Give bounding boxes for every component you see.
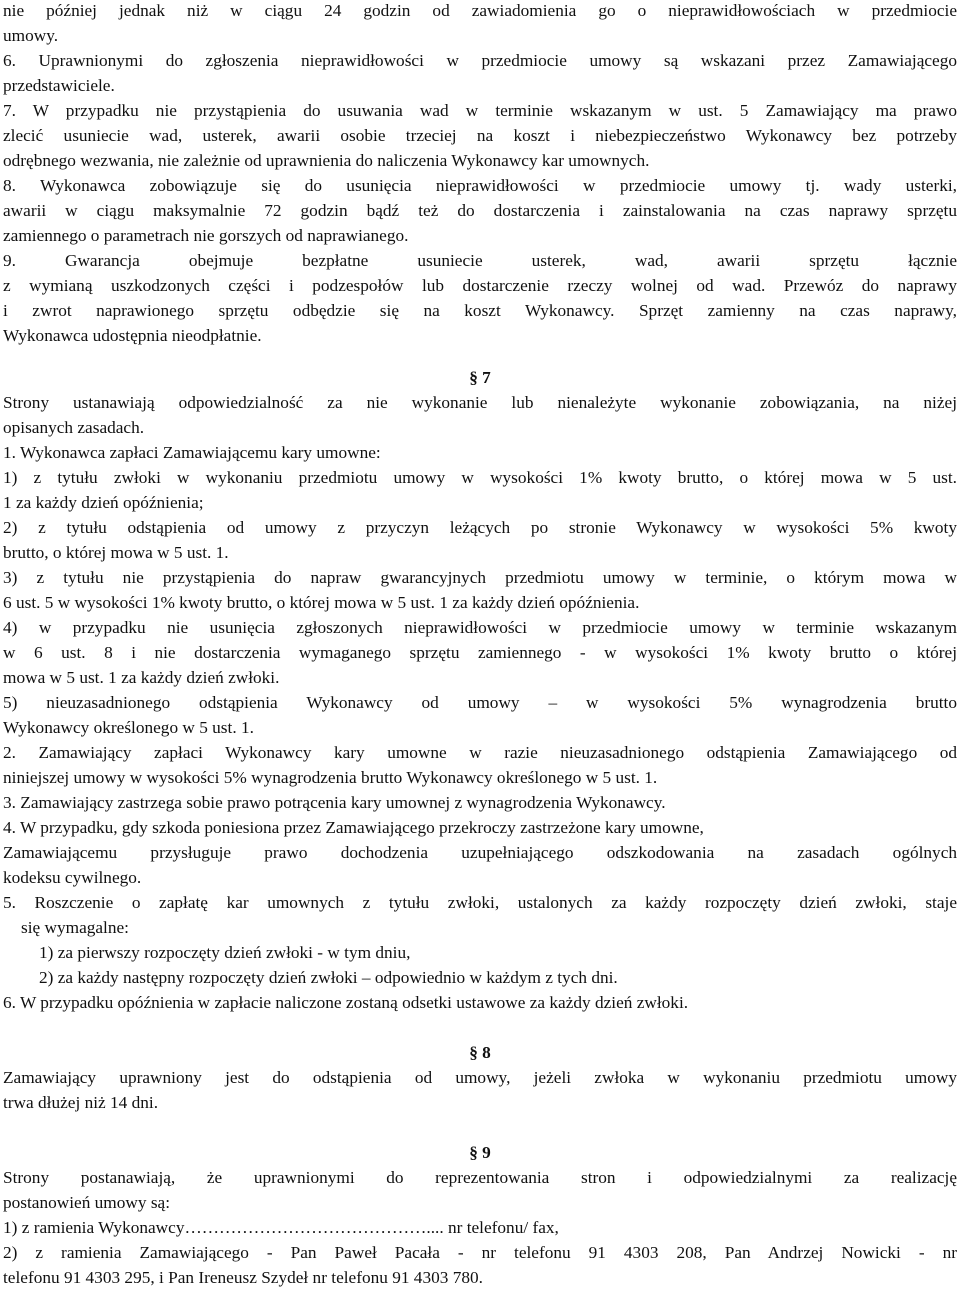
section-7-last-paragraph: 6. W przypadku opóźnienia w zapłacie naliczone zostaną odsetki ustawowe za każdy dzień zwłoki.	[3, 993, 689, 1012]
paragraph-line: 4. W przypadku, gdy szkoda poniesiona przez Zamawiającego przekroczy zastrzeżone kary umowne,	[3, 818, 704, 837]
paragraph-line: 4) w przypadku nie usunięcia zgłoszonych nieprawidłowości w przedmiocie umowy w terminie wskazanym	[3, 618, 957, 637]
paragraph-line: Wykonawcy określonego w 5 ust. 1.	[3, 718, 254, 737]
paragraph-line: odrębnego wezwania, nie zależnie od uprawnienia do naliczenia Wykonawcy kar umownych.	[3, 151, 650, 170]
paragraph-line: trwa dłużej niż 14 dni.	[3, 1093, 159, 1112]
paragraph-line: telefonu 91 4303 295, i Pan Ireneusz Szydeł nr telefonu 91 4303 780.	[3, 1268, 483, 1287]
paragraph-line: mowa w 5 ust. 1 za każdy dzień zwłoki.	[3, 668, 280, 687]
paragraph-line: 2) z ramienia Zamawiającego - Pan Paweł Pacała - nr telefonu 91 4303 208, Pan Andrzej Nowicki - nr	[3, 1243, 957, 1262]
paragraph-line: awarii w ciągu maksymalnie 72 godzin bądź też do dostarczenia i zainstalowania na czas naprawy sprzętu	[3, 201, 957, 220]
paragraph-line: i zwrot naprawionego sprzętu odbędzie się na koszt Wykonawcy. Sprzęt zamienny na czas naprawy,	[3, 301, 957, 320]
paragraph-line: postanowień umowy są:	[3, 1193, 171, 1212]
paragraph-line: Strony ustanawiają odpowiedzialność za nie wykonanie lub nienależyte wykonanie zobowiązania, na niżej	[3, 393, 957, 412]
paragraph-line: umowy.	[3, 26, 59, 45]
paragraph-line: Zamawiającemu przysługuje prawo dochodzenia uzupełniającego odszkodowania na zasadach ogólnych	[3, 843, 957, 862]
paragraph-line: 2) z tytułu odstąpienia od umowy z przyczyn leżących po stronie Wykonawcy w wysokości 5% kwoty	[3, 518, 957, 537]
paragraph-line: brutto, o której mowa w 5 ust. 1.	[3, 543, 229, 562]
section6-continuation	[3, 0, 957, 348]
paragraph-line: 9. Gwarancja obejmuje bezpłatne usuniecie usterek, wad, awarii sprzętu łącznie	[3, 251, 957, 270]
section-9-heading: § 9	[469, 1143, 491, 1162]
paragraph-line: kodeksu cywilnego.	[3, 868, 142, 887]
paragraph-line: 5) nieuzasadnionego odstąpienia Wykonawcy od umowy – w wysokości 5% wynagrodzenia brutto	[3, 693, 957, 712]
section-7-body	[3, 390, 957, 915]
paragraph-line: 7. W przypadku nie przystąpienia do usuwania wad w terminie wskazanym w ust. 5 Zamawiający ma prawo	[3, 101, 957, 120]
paragraph-line: opisanych zasadach.	[3, 418, 145, 437]
paragraph-line: 5. Roszczenie o zapłatę kar umownych z tytułu zwłoki, ustalonych za każdy rozpoczęty dzień zwłoki, staje	[3, 893, 957, 912]
paragraph-line: 2. Zamawiający zapłaci Wykonawcy kary umowne w razie nieuzasadnionego odstąpienia Zamawiającego od	[3, 743, 957, 762]
paragraph-line: Zamawiający uprawniony jest do odstąpienia od umowy, jeżeli zwłoka w wykonaniu przedmiotu umowy	[3, 1068, 957, 1087]
paragraph-line: 1. Wykonawca zapłaci Zamawiającemu kary umowne:	[3, 443, 381, 462]
paragraph-line: 1) z tytułu zwłoki w wykonaniu przedmiotu umowy w wysokości 1% kwoty brutto, o której mowa w 5 ust.	[3, 468, 957, 487]
section-9-body	[3, 1165, 957, 1290]
document-page	[3, 0, 957, 1290]
section-8-heading: § 8	[469, 1043, 491, 1062]
list-item: się wymagalne:	[21, 918, 129, 937]
list-item: 1) za pierwszy rozpoczęty dzień zwłoki - w tym dniu,	[39, 943, 411, 962]
paragraph-line: zlecić usuniecie wad, usterek, awarii osobie trzeciej na koszt i niebezpieczeństwo Wykonawcy bez potrzeby	[3, 126, 957, 145]
list-item: 2) za każdy następny rozpoczęty dzień zwłoki – odpowiednio w każdym z tych dni.	[39, 968, 618, 987]
paragraph-line: 3) z tytułu nie przystąpienia do napraw gwarancyjnych przedmiotu umowy w terminie, o którym mowa w	[3, 568, 957, 587]
paragraph-line: Strony postanawiają, że uprawnionymi do reprezentowania stron i odpowiedzialnymi za realizację	[3, 1168, 957, 1187]
section-7-indented-list	[3, 915, 957, 990]
paragraph-line: zamiennego o parametrach nie gorszych od naprawianego.	[3, 226, 409, 245]
paragraph-line: przedstawiciele.	[3, 76, 115, 95]
paragraph-line: Wykonawca udostępnia nieodpłatnie.	[3, 326, 262, 345]
paragraph-line: 6. Uprawnionymi do zgłoszenia nieprawidłowości w przedmiocie umowy są wskazani przez Zamawiającego	[3, 51, 957, 70]
paragraph-line: 6 ust. 5 w wysokości 1% kwoty brutto, o której mowa w 5 ust. 1 za każdy dzień opóźnienia.	[3, 593, 640, 612]
section-7-heading: § 7	[469, 368, 491, 387]
paragraph-line: nie później jednak niż w ciągu 24 godzin od zawiadomienia go o nieprawidłowościach w przedmiocie	[3, 1, 957, 20]
paragraph-line: niniejszej umowy w wysokości 5% wynagrodzenia brutto Wykonawcy określonego w 5 ust. 1.	[3, 768, 658, 787]
section-8-body	[3, 1065, 957, 1115]
paragraph-line: 1) z ramienia Wykonawcy…………………………………….... nr telefonu/ fax,	[3, 1218, 559, 1237]
paragraph-line: 3. Zamawiający zastrzega sobie prawo potrącenia kary umownej z wynagrodzenia Wykonawcy.	[3, 793, 666, 812]
paragraph-line: 1 za każdy dzień opóźnienia;	[3, 493, 204, 512]
paragraph-line: 8. Wykonawca zobowiązuje się do usunięcia nieprawidłowości w przedmiocie umowy tj. wady usterki,	[3, 176, 957, 195]
paragraph-line: w 6 ust. 8 i nie dostarczenia wymaganego sprzętu zamiennego - w wysokości 1% kwoty brutto o której	[3, 643, 957, 662]
paragraph-line: z wymianą uszkodzonych części i podzespołów lub dostarczenie rzeczy wolnej od wad. Przewóz do naprawy	[3, 276, 957, 295]
